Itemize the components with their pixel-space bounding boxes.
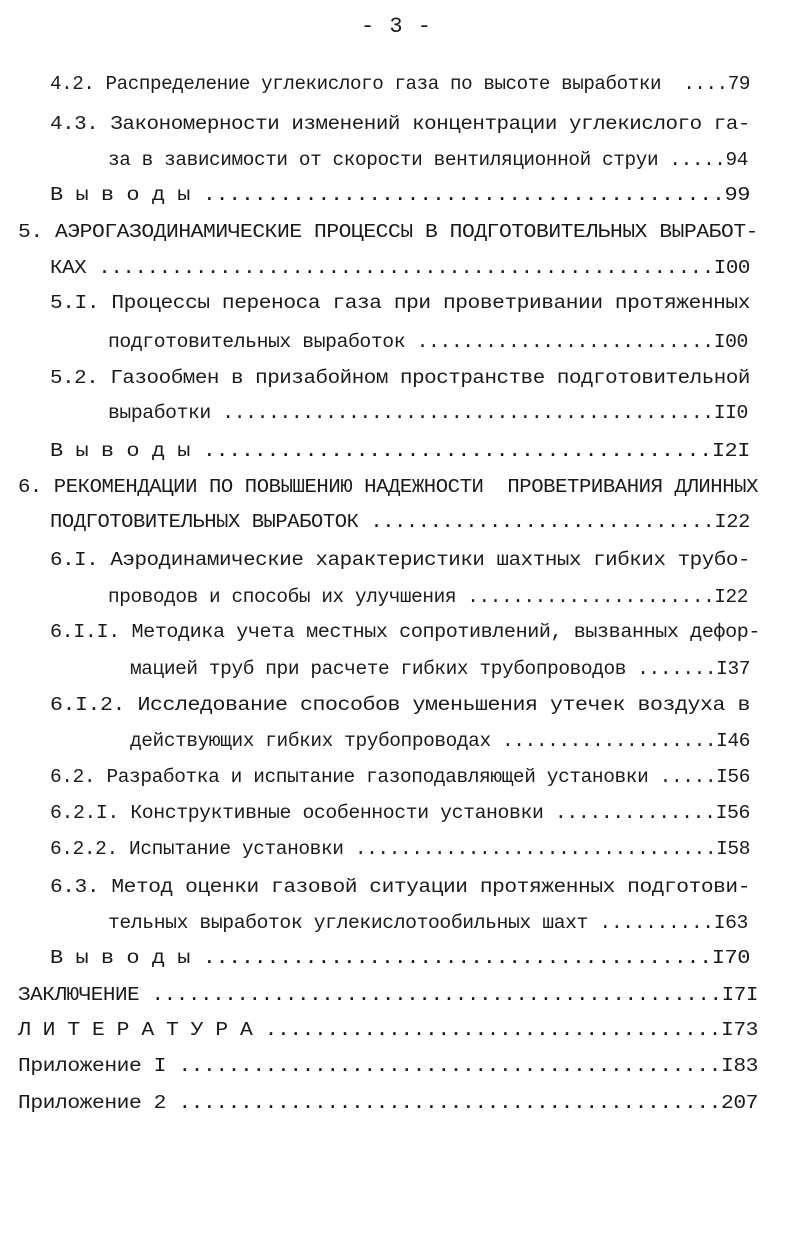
toc-entry-6-2-2: 6.2.2. Испытание установки ................................I58 — [50, 838, 750, 860]
toc-chapter-5-line2: КАХ ...................................................I00 — [50, 257, 750, 279]
toc-conclusions-4: В ы в о д ы .........................................99 — [50, 184, 750, 206]
toc-entry-6-1-1-line2: мацией труб при расчете гибких трубопроводов .......I37 — [130, 658, 750, 680]
toc-appendix-2: Приложение 2 ............................................207 — [18, 1092, 758, 1114]
toc-chapter-6-line1: 6. РЕКОМЕНДАЦИИ ПО ПОВЫШЕНИЮ НАДЕЖНОСТИ ПРОВЕТРИВАНИЯ ДЛИННЫХ — [18, 476, 758, 498]
toc-conclusions-5: В ы в о д ы ........................................I2I — [50, 440, 750, 462]
toc-entry-6-1-1-line1: 6.I.I. Методика учета местных сопротивлений, вызванных дефор- — [50, 621, 760, 643]
toc-entry-6-2: 6.2. Разработка и испытание газоподавляющей установки .....I56 — [50, 766, 750, 788]
toc-entry-6-1-line2: проводов и способы их улучшения ......................I22 — [108, 586, 748, 608]
toc-conclusion: ЗАКЛЮЧЕНИЕ ...............................................I7I — [18, 984, 758, 1006]
toc-entry-5-2-line1: 5.2. Газообмен в призабойном пространстве подготовительной — [50, 367, 750, 389]
toc-entry-6-1-2-line1: 6.I.2. Исследование способов уменьшения утечек воздуха в — [50, 694, 750, 716]
toc-entry-6-3-line1: 6.3. Метод оценки газовой ситуации протяженных подготови- — [50, 876, 750, 898]
toc-entry-6-3-line2: тельных выработок углекислотообильных шахт ..........I63 — [108, 912, 748, 934]
toc-entry-4-3-line2: за в зависимости от скорости вентиляционной струи .....94 — [108, 149, 748, 171]
toc-chapter-5-line1: 5. АЭРОГАЗОДИНАМИЧЕСКИЕ ПРОЦЕССЫ В ПОДГОТОВИТЕЛЬНЫХ ВЫРАБОТ- — [18, 221, 758, 243]
toc-entry-5-2-line2: выработки ...........................................II0 — [108, 402, 748, 424]
toc-entry-5-1-line2: подготовительных выработок ..........................I00 — [108, 331, 748, 353]
toc-chapter-6-line2: ПОДГОТОВИТЕЛЬНЫХ ВЫРАБОТОК .............................I22 — [50, 511, 750, 533]
toc-entry-6-2-1: 6.2.I. Конструктивные особенности установки ..............I56 — [50, 802, 750, 824]
toc-entry-5-1-line1: 5.I. Процессы переноса газа при проветривании протяженных — [50, 292, 750, 314]
toc-appendix-1: Приложение I ............................................I83 — [18, 1055, 758, 1077]
toc-entry-6-1-2-line2: действующих гибких трубопроводах ...................I46 — [130, 730, 750, 752]
toc-literature: Л И Т Е Р А Т У Р А .....................................I73 — [18, 1019, 758, 1041]
toc-entry-4-2: 4.2. Распределение углекислого газа по высоте выработки ....79 — [50, 73, 750, 95]
toc-entry-4-3-line1: 4.3. Закономерности изменений концентрации углекислого га- — [50, 113, 750, 135]
toc-conclusions-6: В ы в о д ы ........................................I70 — [50, 947, 750, 969]
toc-entry-6-1-line1: 6.I. Аэродинамические характеристики шахтных гибких трубо- — [50, 549, 750, 571]
page-number: - 3 - — [360, 14, 432, 39]
